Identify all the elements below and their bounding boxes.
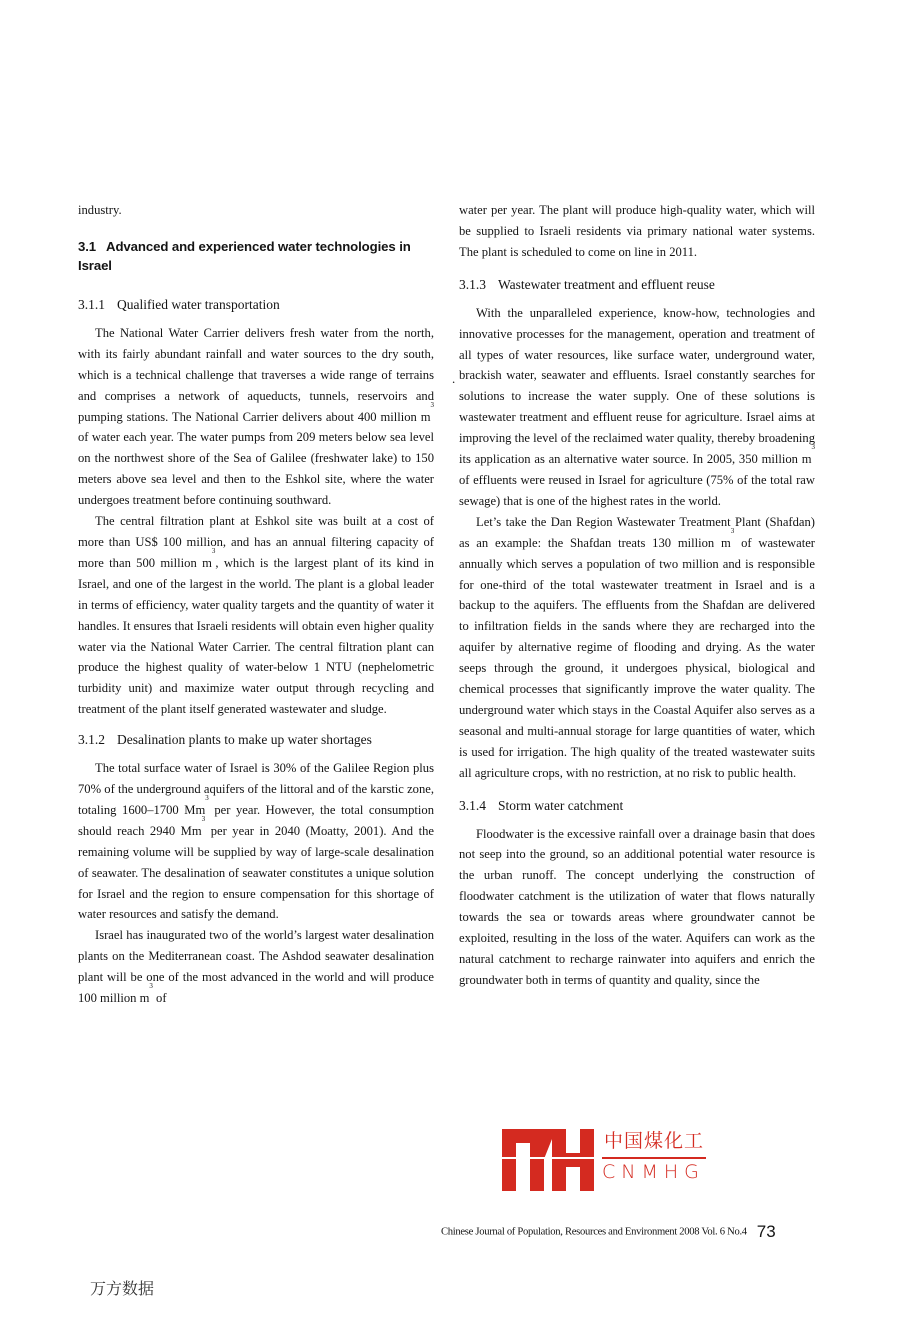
- subsection-title: Desalination plants to make up water shortages: [117, 732, 372, 748]
- left-column: [78, 200, 434, 1009]
- text-run: The total surface water of Israel is 30% of the Galilee Region plus 70% of the underground aquifers of the littoral and of the karstic zone, totaling 1600–1700 Mm: [78, 761, 434, 817]
- subsection-number: 3.1.3: [459, 276, 486, 292]
- paragraph: [78, 925, 434, 1009]
- superscript: 3: [811, 443, 815, 452]
- paragraph: [78, 323, 434, 511]
- superscript: 3: [149, 982, 153, 991]
- text-run: per year in 2040 (Moatty, 2001). And the remaining volume will be supplied by way of large-scale desalination of seawater. The desalination of seawater constitutes a unique solution for Israel and the region to ensure compensation for this shortage of water resources and satisfy the demand.: [78, 823, 435, 922]
- paragraph: Floodwater is the excessive rainfall over a drainage basin that does not seep into the ground, so an additional potential water resource is the urban runoff. The concept underlying the construction of floodwater catchment is the utilization of water that flows naturally towards the sea or towards areas where groundwater cannot be exploited, resulting in the loss of the water. Aquifers can work as the natural catchment to recharge rainwater into aquifers and enrich the groundwater both in terms of quantity and quality, since the: [459, 826, 815, 987]
- subsection-heading-3-1-2: [78, 730, 434, 750]
- text-run: Let’s take the Dan Region Wastewater Treatment Plant (Shafdan) as an example: the Shafdan treats 130 million m: [459, 514, 815, 550]
- text-run: With the unparalleled experience, know-how, technologies and innovative processes for the management, operation and treatment of all types of water resources, like surface water, underground water, brackish water, seawater and effluents. Israel constantly searches for solutions to increase the water supply. One of these solutions is wastewater treatment and effluent reuse for agriculture. Israel aims at improving the level of the reclaimed water quality, thereby broadening its application as an alternative water source. In 2005, 350 million m: [459, 305, 815, 467]
- cnmhg-logo: [502, 1129, 712, 1191]
- text-run: , which is the largest plant of its kind in Israel, and one of the largest in the world. The plant is a global leader in terms of efficiency, water quality targets and the quantity of water it handles. It ensures that Israeli residents will obtain even higher quality water via the National Water Carrier. The central filtration plant can produce the highest quality of water-below 1 NTU (nephelometric turbidity unit) and maximize water output through recycling and treatment of the plant itself generated wastewater and sludge.: [78, 555, 434, 717]
- subsection-number: 3.1.1: [78, 296, 105, 312]
- logo-chinese-name: 中国煤化工: [604, 1130, 705, 1152]
- text-run: of wastewater annually which serves a population of two million and is responsible for one-third of the total wastewater treatment in Israel and is a backup to the aquifers. The effluents from the Shafdan are delivered to infiltration fields in the sands where they are recharged into the aquifer by alternative regime of flooding and drying. As the water seeps through the ground, it undergoes physical, biological and chemical processes that significantly improve the water quality. The underground water which stays in the Coastal Aquifer also serves as a seasonal and multi-annual storage for large quantities of water, which is used for irrigation. The high quality of the treated wastewater suits all agriculture crops, with no restriction, at no risk to public health.: [459, 535, 815, 780]
- superscript: 3: [205, 793, 209, 802]
- paragraph: [459, 512, 815, 784]
- right-column: [459, 200, 815, 991]
- section-number: 3.1: [78, 238, 97, 254]
- logo-divider: [602, 1157, 706, 1159]
- section-heading: [78, 237, 434, 275]
- continuation-text: water per year. The plant will produce high-quality water, which will be supplied to Israeli residents via primary national water systems. The plant is scheduled to come on line in 2011.: [459, 203, 815, 259]
- paragraph: [78, 511, 434, 720]
- stray-mark: .: [452, 371, 456, 386]
- paragraph: [459, 303, 815, 512]
- subsection-title: Storm water catchment: [498, 797, 624, 813]
- text-run: of: [152, 991, 167, 1006]
- logo-english-abbr: CNMHG: [602, 1161, 705, 1183]
- superscript: 3: [201, 814, 206, 823]
- mh-logo-mark-icon: [502, 1129, 594, 1191]
- superscript: 3: [211, 546, 216, 555]
- text-run: of water each year. The water pumps from 209 meters below sea level on the northwest shore of the Sea of Galilee (freshwater lake) to 150 meters above sea level and then to the Eshkol site, where the water undergoes treatment before continuing southward.: [78, 430, 434, 508]
- subsection-heading-3-1-3: [459, 275, 815, 295]
- text-run: of effluents were reused in Israel for agriculture (75% of the total raw sewage) that is one of the highest rates in the world.: [459, 472, 815, 508]
- continuation-text: industry.: [78, 203, 122, 217]
- text-run: The central filtration plant at Eshkol site was built at a cost of more than US$ 100 million, and has an annual filtering capacity of more than 500 million m: [78, 514, 434, 570]
- subsection-heading-3-1-4: [459, 796, 815, 816]
- page-footer: [441, 1222, 776, 1242]
- text-run: The National Water Carrier delivers fresh water from the north, with its fairly abundant rainfall and water sources to the dry south, which is a technical challenge that traverses a wide range of terrains and comprises a network of aqueducts, tunnels, reservoirs and pumping stations. The National Carrier delivers about 400 million m: [78, 325, 434, 424]
- subsection-heading-3-1-1: [78, 295, 434, 315]
- subsection-number: 3.1.4: [459, 797, 486, 813]
- page-number: 73: [756, 1222, 776, 1241]
- subsection-number: 3.1.2: [78, 732, 105, 748]
- wanfang-watermark: 万方数据: [90, 1279, 155, 1298]
- superscript: 3: [430, 400, 434, 409]
- text-run: per year. However, the total consumption should reach 2940 Mm: [78, 802, 434, 838]
- paragraph: [78, 758, 434, 925]
- superscript: 3: [730, 526, 735, 535]
- subsection-title: Wastewater treatment and effluent reuse: [498, 276, 715, 292]
- subsection-title: Qualified water transportation: [117, 296, 280, 312]
- text-run: Israel has inaugurated two of the world’s largest water desalination plants on the Mediterranean coast. The Ashdod seawater desalination plant will be one of the most advanced in the world and will produce 100 million m: [78, 928, 434, 1006]
- journal-citation: Chinese Journal of Population, Resources and Environment 2008 Vol. 6 No.4: [441, 1226, 747, 1238]
- section-title: Advanced and experienced water technologies in Israel: [78, 238, 411, 273]
